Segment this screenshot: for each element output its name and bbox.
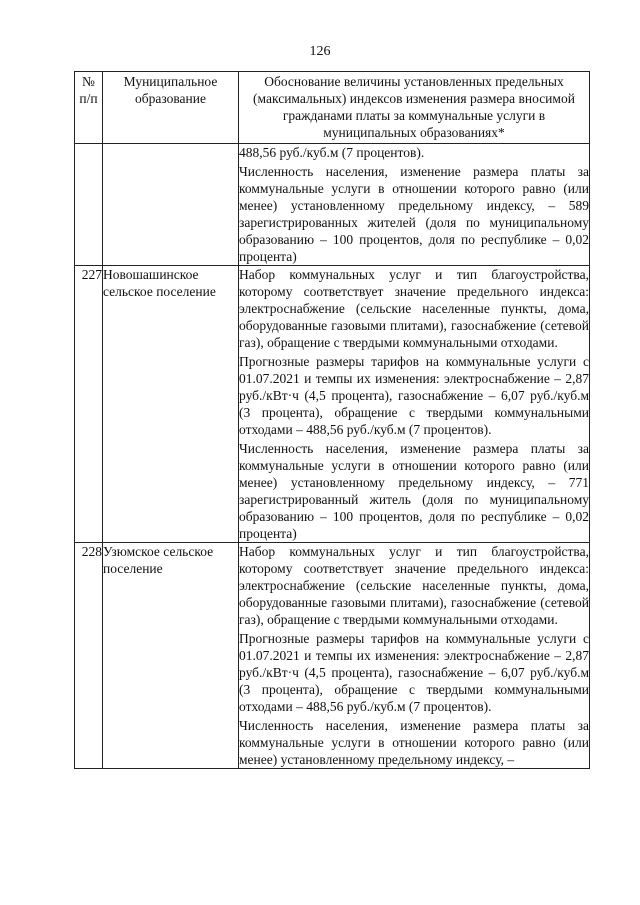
row-municipality: Узюмское сельское поселение: [103, 543, 239, 769]
justification-paragraph: Прогнозные размеры тарифов на коммунальные услуги с 01.07.2021 и темпы их изменения: электроснабжение – 2,87 руб./кВт·ч (4,5 процента), газоснабжение – 6,07 руб./куб.м (3 процента), обращение с твердыми коммунальными отходами – 488,56 руб./куб.м (7 процентов).: [239, 631, 589, 714]
row-municipality: [103, 144, 239, 266]
row-number: 228: [75, 543, 103, 769]
justification-paragraph: 488,56 руб./куб.м (7 процентов).: [239, 145, 425, 160]
table-row: [75, 543, 590, 769]
justification-paragraph: Численность населения, изменение размера платы за коммунальные услуги в отношении которого равно (или менее) установленному предельному индексу, –: [239, 718, 589, 767]
header-justification: Обоснование величины установленных предельных (максимальных) индексов изменения размера вносимой гражданами платы за коммунальные услуги в муниципальных образованиях*: [239, 72, 590, 144]
justification-paragraph: Прогнозные размеры тарифов на коммунальные услуги с 01.07.2021 и темпы их изменения: электроснабжение – 2,87 руб./кВт·ч (4,5 процента), газоснабжение – 6,07 руб./куб.м (3 процента), обращение с твердыми коммунальными отходами – 488,56 руб./куб.м (7 процентов).: [239, 354, 589, 437]
row-municipality: Новошашинское сельское поселение: [103, 266, 239, 543]
table-header-row: [75, 72, 590, 144]
row-justification: [239, 266, 590, 543]
page-number: 126: [309, 44, 331, 59]
justification-paragraph: Численность населения, изменение размера платы за коммунальные услуги в отношении которого равно (или менее) установленному предельному индексу, – 589 зарегистрированных жителей (доля по муниципальному образованию – 100 процентов, доля по республике – 0,02 процента): [239, 164, 589, 264]
justification-paragraph: Численность населения, изменение размера платы за коммунальные услуги в отношении которого равно (или менее) установленному предельному индексу, – 771 зарегистрированный житель (доля по муниципальному образованию – 100 процентов, доля по республике – 0,02 процента): [239, 441, 589, 541]
justification-paragraph: Набор коммунальных услуг и тип благоустройства, которому соответствует значение предельного индекса: электроснабжение (сельские населенные пункты, дома, оборудованные газовыми плитами), газоснабжение (сетевой газ), обращение с твердыми коммунальными отходами.: [239, 267, 589, 350]
header-number: № п/п: [75, 72, 103, 144]
row-justification: [239, 144, 590, 266]
indices-table: [74, 71, 590, 769]
row-number: [75, 144, 103, 266]
table-row: [75, 266, 590, 543]
row-justification: [239, 543, 590, 769]
justification-paragraph: Набор коммунальных услуг и тип благоустройства, которому соответствует значение предельного индекса: электроснабжение (сельские населенные пункты, дома, оборудованные газовыми плитами), газоснабжение (сетевой газ), обращение с твердыми коммунальными отходами.: [239, 544, 589, 627]
table-row: [75, 144, 590, 266]
row-number: 227: [75, 266, 103, 543]
header-municipality: Муниципальное образование: [103, 72, 239, 144]
